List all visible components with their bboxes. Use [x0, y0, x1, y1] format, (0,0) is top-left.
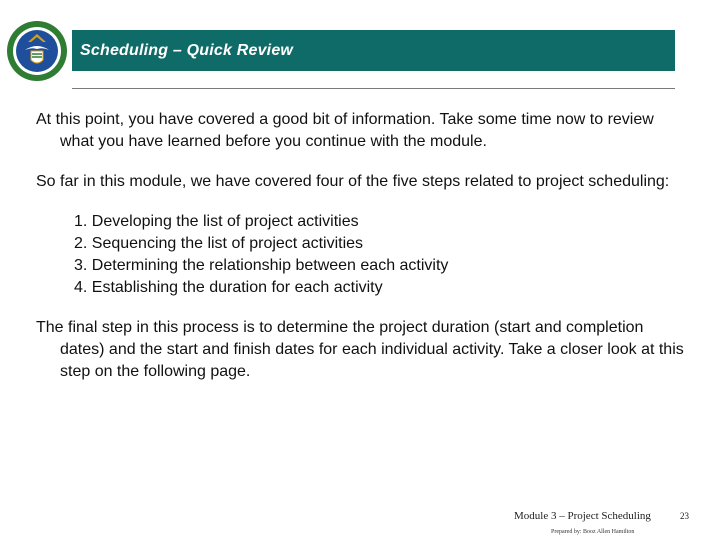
list-item: 2. Sequencing the list of project activities — [74, 235, 364, 252]
page-title: Scheduling – Quick Review — [80, 41, 294, 59]
list-item: 4. Establishing the duration for each activity — [74, 279, 383, 296]
final-paragraph: The final step in this process is to determine the project duration (start and completion dates) and the start and finish dates for each individual activity. Take a closer look at this step on the following page. — [36, 319, 684, 380]
list-item: 3. Determining the relationship between each activity — [74, 257, 449, 274]
footer-prepared-by: Prepared by: Booz Allen Hamilton — [551, 529, 635, 535]
department-of-energy-seal-icon — [6, 20, 68, 82]
steps-intro-paragraph: So far in this module, we have covered four of the five steps related to project scheduling: — [36, 173, 670, 190]
page-number: 23 — [680, 511, 689, 521]
intro-paragraph: At this point, you have covered a good bit of information. Take some time now to review what you have learned before you continue with the module. — [36, 111, 654, 150]
title-bar — [72, 30, 675, 71]
footer-module-label: Module 3 – Project Scheduling — [514, 510, 651, 522]
steps-list — [74, 211, 686, 299]
list-item: 1. Developing the list of project activities — [74, 213, 359, 230]
main-content — [36, 109, 686, 401]
header-divider — [72, 88, 675, 89]
